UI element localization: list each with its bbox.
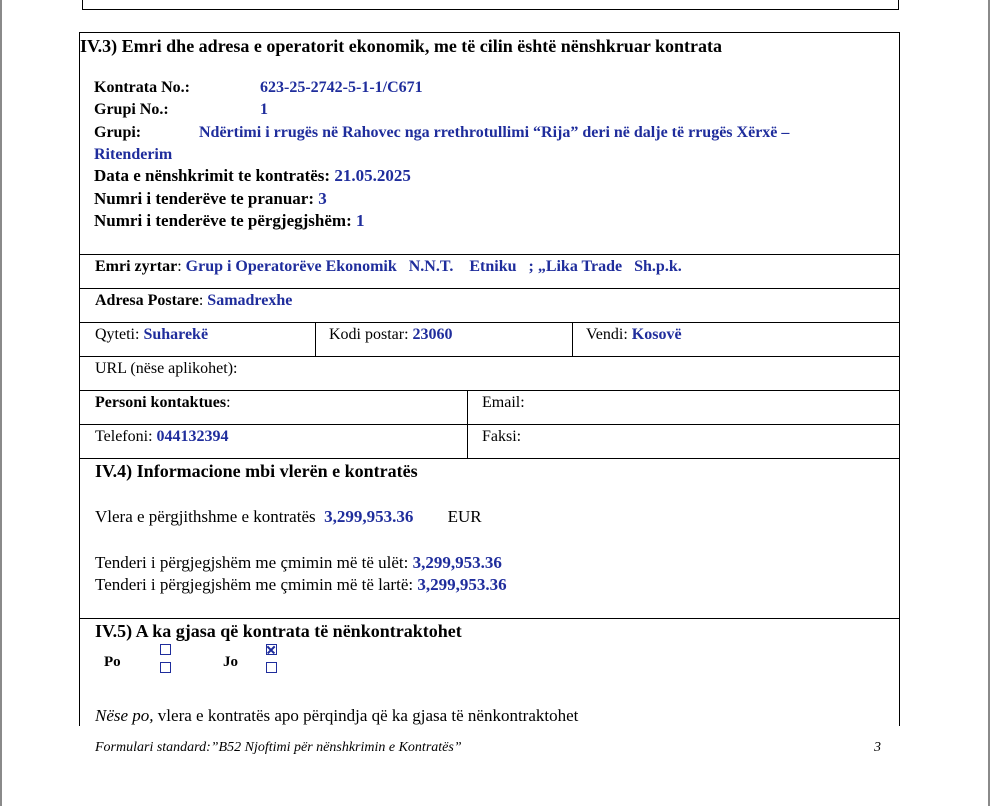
total-value-label: Vlera e përgjithshme e kontratës	[95, 507, 316, 526]
divider	[80, 288, 899, 289]
country-value: Kosovë	[631, 326, 682, 343]
no-label: Jo	[223, 654, 238, 670]
group-label: Grupi:	[94, 124, 142, 141]
tenders-responsive-value: 1	[356, 211, 365, 230]
section-iv4-title: IV.4) Informacione mbi vlerën e kontratës	[95, 461, 418, 481]
phone-value: 044132394	[156, 428, 229, 445]
yes-label: Po	[104, 654, 121, 670]
section-iv5-title: IV.5) A ka gjasa që kontrata të nënkontraktohet	[95, 621, 462, 641]
section-iv3-title: IV.3) Emri dhe adresa e operatorit ekonomik, me të cilin është nënshkruar kontrata	[80, 36, 722, 56]
postal-address-row: Adresa Postare: Samadrexhe	[95, 292, 293, 309]
group-no-value: 1	[260, 101, 268, 118]
postal-address-value: Samadrexhe	[207, 292, 293, 309]
sign-date-row	[94, 166, 411, 186]
sign-date-label: Data e nënshkrimit te kontratës:	[94, 166, 331, 185]
lowest-price-row	[95, 553, 502, 573]
fax-label: Faksi:	[482, 428, 522, 445]
highest-price-label: Tenderi i përgjegjshëm me çmimin më të lartë:	[95, 575, 414, 594]
official-name-value: Grup i Operatorëve Ekonomik N.N.T. Etniku ; „Lika Trade Sh.p.k.	[185, 258, 682, 275]
cell-separator	[315, 322, 316, 356]
cell-separator	[467, 390, 468, 458]
group-no-label: Grupi No.:	[94, 101, 169, 118]
subcontract-note-italic: Nëse po,	[95, 706, 154, 725]
tenders-responsive-row	[94, 211, 365, 231]
yes-checkbox-alt[interactable]	[160, 662, 171, 673]
postal-address-label: Adresa Postare	[95, 292, 199, 309]
tenders-received-row	[94, 189, 327, 209]
contract-no-value: 623-25-2742-5-1-1/C671	[260, 79, 423, 96]
divider	[80, 322, 899, 323]
subcontract-note	[95, 706, 578, 726]
no-checkbox-alt[interactable]	[266, 662, 277, 673]
total-value: 3,299,953.36	[324, 507, 414, 526]
subcontract-note-text: vlera e kontratës apo përqindja që ka gjasa të nënkontraktohet	[153, 706, 579, 725]
highest-price-value: 3,299,953.36	[417, 575, 507, 594]
page-number: 3	[874, 740, 881, 755]
divider	[80, 458, 899, 459]
divider	[80, 618, 899, 619]
no-checkbox-checked[interactable]	[266, 644, 277, 655]
tenders-received-value: 3	[318, 189, 327, 208]
city-label: Qyteti:	[95, 326, 140, 343]
phone-cell	[95, 427, 229, 447]
postal-code-cell	[329, 325, 453, 345]
divider	[80, 424, 899, 425]
url-label: URL (nëse aplikohet):	[95, 360, 238, 377]
footer-form-name: Formulari standard:”B52 Njoftimi për nënshkrimin e Kontratës”	[95, 740, 462, 755]
page-edge	[988, 0, 990, 806]
page-edge	[0, 0, 2, 806]
total-value-row	[95, 507, 482, 527]
tenders-received-label: Numri i tenderëve te pranuar:	[94, 189, 315, 208]
country-label: Vendi:	[586, 326, 628, 343]
divider	[80, 356, 899, 357]
contact-person-label: Personi kontaktues	[95, 394, 227, 411]
divider	[80, 390, 899, 391]
tenders-responsive-label: Numri i tenderëve te përgjegjshëm:	[94, 211, 352, 230]
previous-section-box	[82, 0, 899, 10]
group-value-cont: Ritenderim	[94, 146, 173, 163]
official-name-label: Emri zyrtar	[95, 258, 178, 275]
city-cell	[95, 325, 208, 345]
currency: EUR	[447, 507, 482, 526]
phone-label: Telefoni:	[95, 428, 153, 445]
email-label: Email:	[482, 394, 525, 411]
yes-checkbox[interactable]	[160, 644, 171, 655]
lowest-price-label: Tenderi i përgjegjshëm me çmimin më të ulët:	[95, 553, 409, 572]
postal-code-label: Kodi postar:	[329, 326, 409, 343]
contact-person-cell: Personi kontaktues:	[95, 394, 231, 411]
divider	[80, 254, 899, 255]
lowest-price-value: 3,299,953.36	[412, 553, 502, 572]
postal-code-value: 23060	[412, 326, 453, 343]
contract-no-label: Kontrata No.:	[94, 79, 190, 96]
highest-price-row	[95, 575, 507, 595]
city-value: Suharekë	[143, 326, 209, 343]
official-name-row: Emri zyrtar: Grup i Operatorëve Ekonomik N.N.T. Etniku ; „Lika Trade Sh.p.k.	[95, 258, 682, 275]
group-value: Ndërtimi i rrugës në Rahovec nga rrethrotullimi “Rija” deri në dalje të rrugës Xërxë –	[199, 124, 790, 141]
country-cell	[586, 325, 682, 345]
cell-separator	[572, 322, 573, 356]
sign-date-value: 21.05.2025	[334, 166, 411, 185]
